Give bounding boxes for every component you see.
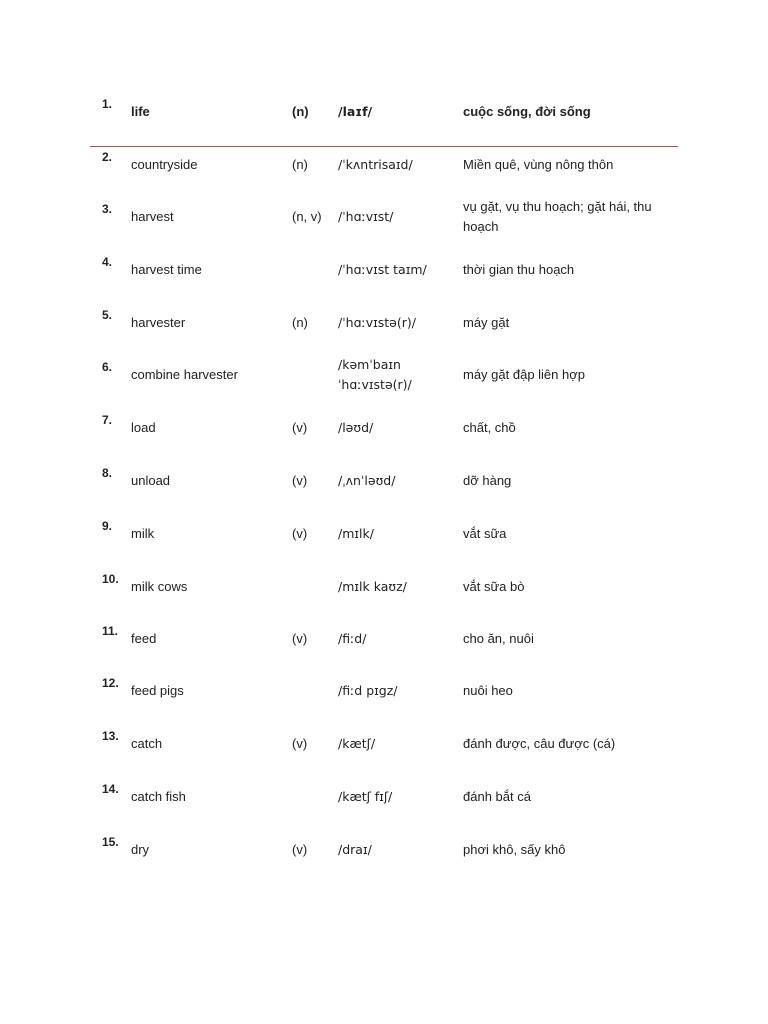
entry-pronunciation: /mɪlk/ <box>338 526 374 541</box>
entry-part-of-speech: (n) <box>292 157 308 172</box>
entry-word: harvester <box>131 315 186 330</box>
entry-part-of-speech: (v) <box>292 842 308 857</box>
entry-word: catch <box>131 736 163 751</box>
entry-number: 5. <box>102 308 113 322</box>
entry-number: 11. <box>102 624 119 638</box>
entry-part-of-speech: (n) <box>292 315 308 330</box>
entry-meaning: dỡ hàng <box>463 473 512 488</box>
entry-pronunciation: /ˈhɑːvɪstə(r)/ <box>338 315 416 330</box>
entry-meaning: nuôi heo <box>463 683 513 698</box>
entry-meaning: phơi khô, sấy khô <box>463 842 566 857</box>
entry-part-of-speech: (n) <box>292 104 309 119</box>
vocab-row <box>0 357 768 409</box>
vocab-row <box>0 199 768 251</box>
entry-part-of-speech: (n, v) <box>292 209 322 224</box>
entry-meaning: máy gặt <box>463 315 510 330</box>
entry-meaning: thời gian thu hoạch <box>463 262 575 277</box>
entry-meaning: Miền quê, vùng nông thôn <box>463 157 614 172</box>
entry-number: 14. <box>102 782 119 796</box>
entry-word: load <box>131 420 156 435</box>
entry-number: 13. <box>102 729 119 743</box>
entry-meaning: đánh bắt cá <box>463 789 531 804</box>
entry-part-of-speech: (v) <box>292 420 308 435</box>
vocab-row <box>0 779 768 831</box>
entry-pronunciation: /kætʃ fɪʃ/ <box>338 789 393 804</box>
vocab-row <box>0 569 768 621</box>
entry-word: countryside <box>131 157 198 172</box>
vocab-row <box>0 410 768 462</box>
entry-number: 8. <box>102 466 113 480</box>
vocab-row <box>0 673 768 725</box>
vocab-row <box>0 726 768 778</box>
entry-part-of-speech: (v) <box>292 473 308 488</box>
entry-pronunciation: /fiːd pɪgz/ <box>338 683 398 698</box>
entry-number: 15. <box>102 835 119 849</box>
entry-meaning: vụ gặt, vụ thu hoạch; gặt hái, thu hoạch <box>463 199 652 234</box>
entry-word: unload <box>131 473 171 488</box>
entry-word: milk cows <box>131 579 188 594</box>
vocab-row <box>0 463 768 515</box>
entry-pronunciation: /ˈhɑːvɪst/ <box>338 209 394 224</box>
entry-word: combine harvester <box>131 367 238 382</box>
entry-number: 12. <box>102 676 119 690</box>
entry-meaning: máy gặt đập liên hợp <box>463 367 585 382</box>
entry-word: dry <box>131 842 150 857</box>
entry-number: 4. <box>102 255 113 269</box>
entry-pronunciation: /ˈkʌntrisaɪd/ <box>338 157 413 172</box>
entry-part-of-speech: (v) <box>292 631 308 646</box>
entry-word: harvest <box>131 209 174 224</box>
entry-meaning: cuộc sống, đời sống <box>463 104 591 119</box>
entry-number: 3. <box>102 202 113 216</box>
entry-number: 7. <box>102 413 113 427</box>
entry-meaning: chất, chồ <box>463 420 516 435</box>
entry-number: 2. <box>102 150 113 164</box>
entry-pronunciation: /draɪ/ <box>338 842 372 857</box>
entry-pronunciation: /kætʃ/ <box>338 736 376 751</box>
entry-word: feed <box>131 631 157 646</box>
vocab-row <box>0 516 768 568</box>
entry-pronunciation: /fiːd/ <box>338 631 367 646</box>
entry-pronunciation: /kəmˈbaɪn ˈhɑːvɪstə(r)/ <box>338 357 412 392</box>
entry-meaning: đánh được, câu được (cá) <box>463 736 616 751</box>
entry-pronunciation: /laɪf/ <box>338 104 373 119</box>
entry-word: catch fish <box>131 789 186 804</box>
entry-meaning: vắt sữa bò <box>463 579 525 594</box>
vocab-row <box>0 252 768 304</box>
entry-pronunciation: /ˈhɑːvɪst taɪm/ <box>338 262 427 277</box>
entry-number: 6. <box>102 360 113 374</box>
entry-part-of-speech: (v) <box>292 736 308 751</box>
entry-word: life <box>131 104 150 119</box>
entry-pronunciation: /ˌʌnˈləʊd/ <box>338 473 396 488</box>
entry-word: feed pigs <box>131 683 184 698</box>
entry-pronunciation: /ləʊd/ <box>338 420 374 435</box>
vocab-row <box>0 94 768 146</box>
entry-number: 9. <box>102 519 113 533</box>
entry-word: harvest time <box>131 262 202 277</box>
vocab-row <box>0 621 768 673</box>
entry-meaning: cho ăn, nuôi <box>463 631 534 646</box>
vocab-row <box>0 147 768 199</box>
entry-pronunciation: /mɪlk kaʊz/ <box>338 579 407 594</box>
vocab-row <box>0 305 768 357</box>
entry-meaning: vắt sữa <box>463 526 507 541</box>
entry-number: 10. <box>102 572 119 586</box>
entry-part-of-speech: (v) <box>292 526 308 541</box>
vocab-row <box>0 832 768 884</box>
entry-word: milk <box>131 526 155 541</box>
entry-number: 1. <box>102 97 113 111</box>
